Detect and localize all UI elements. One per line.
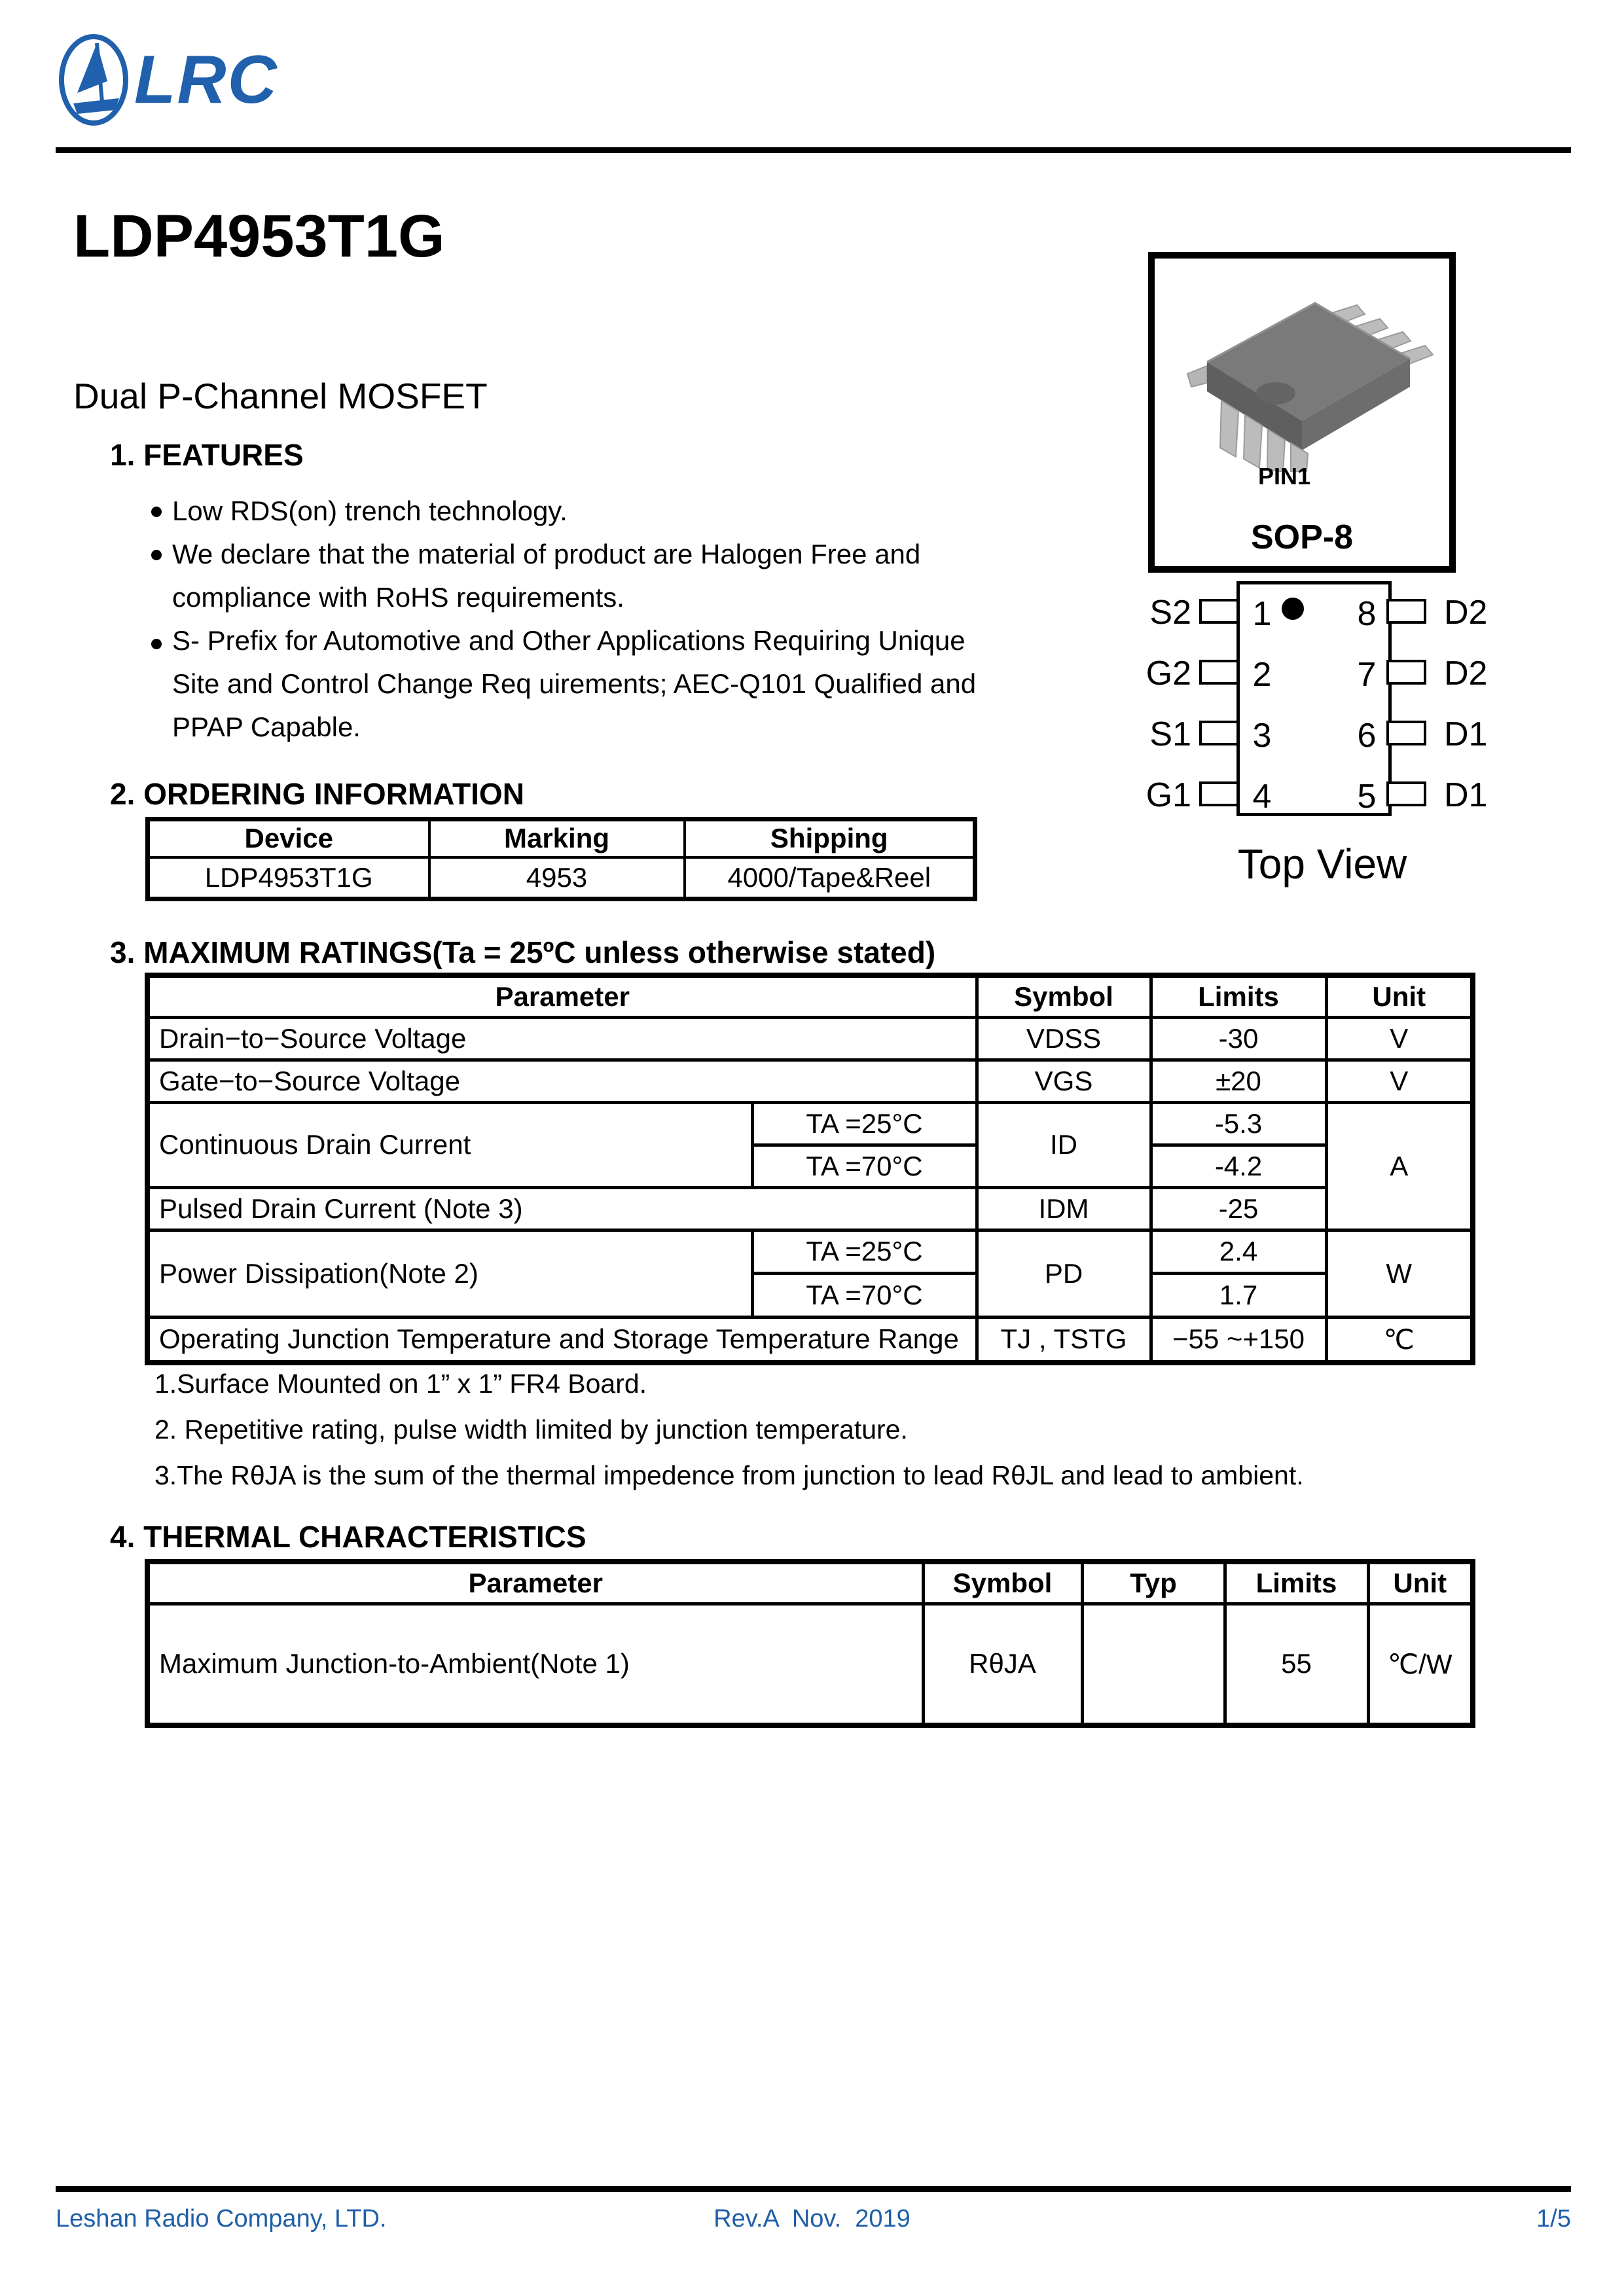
col-marking: Marking xyxy=(429,819,685,857)
note-1: 1.Surface Mounted on 1” x 1” FR4 Board. xyxy=(154,1369,647,1399)
table-row-rtheta xyxy=(147,1604,1473,1725)
pin-stub-4 xyxy=(1199,781,1239,806)
pin-number-3: 3 xyxy=(1252,717,1272,755)
vdss-limit: -30 xyxy=(1151,1017,1326,1060)
pin-stub-1 xyxy=(1199,599,1239,624)
vgs-symbol: VGS xyxy=(977,1060,1151,1102)
pin-number-7: 7 xyxy=(1357,656,1377,694)
bullet-icon xyxy=(151,550,162,560)
col-limits: Limits xyxy=(1225,1562,1368,1604)
features-heading: 1. FEATURES xyxy=(110,438,304,472)
rtheta-symbol: RθJA xyxy=(923,1604,1082,1725)
footer-page-number: 1/5 xyxy=(1536,2205,1571,2233)
col-typ: Typ xyxy=(1082,1562,1225,1604)
table-row-tj xyxy=(147,1317,1473,1363)
tj-symbol: TJ , TSTG xyxy=(977,1317,1151,1363)
package-outline-box xyxy=(1148,252,1456,573)
note-2: 2. Repetitive rating, pulse width limited by junction temperature. xyxy=(154,1414,908,1444)
pd-cond-70: TA =70°C xyxy=(752,1273,977,1317)
col-parameter: Parameter xyxy=(147,1562,923,1604)
package-name: SOP-8 xyxy=(1250,518,1354,556)
pin-number-8: 8 xyxy=(1357,595,1377,633)
table-header-row xyxy=(148,819,975,857)
note-3: 3.The RθJA is the sum of the thermal impedence from junction to lead RθJL and lead to ambient. xyxy=(154,1460,1304,1490)
table-row-id-25 xyxy=(147,1102,1473,1145)
feature-bullet-1 xyxy=(172,490,568,533)
max-ratings-heading: 3. MAXIMUM RATINGS(Ta = 25ºC unless otherwise stated) xyxy=(110,935,936,969)
pin-stub-7 xyxy=(1386,660,1426,685)
pin1-marker-label: PIN1 xyxy=(1258,463,1311,490)
pin-number-4: 4 xyxy=(1252,778,1272,816)
device-subtitle: Dual P-Channel MOSFET xyxy=(73,376,488,416)
pin-stub-6 xyxy=(1386,721,1426,745)
pin1-dot-icon xyxy=(1282,598,1304,620)
col-unit: Unit xyxy=(1326,975,1473,1017)
shipping-value: 4000/Tape&Reel xyxy=(685,857,975,899)
col-parameter: Parameter xyxy=(147,975,977,1017)
current-unit: A xyxy=(1326,1102,1473,1230)
bullet-icon xyxy=(151,639,162,649)
ordering-table xyxy=(145,817,977,901)
pin-label-d1b: D1 xyxy=(1444,776,1488,814)
vgs-parameter: Gate−to−Source Voltage xyxy=(147,1060,977,1102)
footer-company: Leshan Radio Company, LTD. xyxy=(56,2205,387,2233)
idm-parameter: Pulsed Drain Current (Note 3) xyxy=(147,1187,977,1230)
feature-text: Site and Control Change Req uirements; AEC-Q101 Qualified and xyxy=(172,668,977,699)
col-unit: Unit xyxy=(1368,1562,1473,1604)
logo-wordmark: LRC xyxy=(134,42,278,118)
pd-cond-25: TA =25°C xyxy=(752,1230,977,1273)
table-row-vgs xyxy=(147,1060,1473,1102)
col-symbol: Symbol xyxy=(977,975,1151,1017)
pin-label-d2a: D2 xyxy=(1444,594,1488,632)
marking-value: 4953 xyxy=(429,857,685,899)
pin-label-d1a: D1 xyxy=(1444,715,1488,753)
feature-text: PPAP Capable. xyxy=(172,711,361,742)
ordering-heading: 2. ORDERING INFORMATION xyxy=(110,777,524,811)
pin-label-g1: G1 xyxy=(1146,776,1191,814)
pd-limit-70: 1.7 xyxy=(1151,1273,1326,1317)
pin-stub-8 xyxy=(1386,599,1426,624)
header-divider xyxy=(56,147,1571,153)
pin-number-5: 5 xyxy=(1357,778,1377,816)
feature-bullet-3 xyxy=(172,619,976,749)
pin-label-s2: S2 xyxy=(1149,594,1191,632)
col-limits: Limits xyxy=(1151,975,1326,1017)
tj-limit: −55 ~+150 xyxy=(1151,1317,1326,1363)
footer-divider xyxy=(56,2186,1571,2192)
pin-label-g2: G2 xyxy=(1146,655,1191,692)
pin-label-d2b: D2 xyxy=(1444,655,1488,692)
idm-symbol: IDM xyxy=(977,1187,1151,1230)
thermal-table xyxy=(145,1559,1475,1728)
vgs-unit: V xyxy=(1326,1060,1473,1102)
rtheta-typ xyxy=(1082,1604,1225,1725)
id-parameter: Continuous Drain Current xyxy=(147,1102,752,1187)
pd-unit: W xyxy=(1326,1230,1473,1317)
table-row xyxy=(148,857,975,899)
pd-parameter: Power Dissipation(Note 2) xyxy=(147,1230,752,1317)
table-header-row xyxy=(147,975,1473,1017)
id-cond-70: TA =70°C xyxy=(752,1145,977,1187)
pin-number-6: 6 xyxy=(1357,717,1377,755)
page-title: LDP4953T1G xyxy=(73,203,445,270)
pd-limit-25: 2.4 xyxy=(1151,1230,1326,1273)
device-value: LDP4953T1G xyxy=(148,857,429,899)
pin-number-2: 2 xyxy=(1252,656,1272,694)
tj-parameter: Operating Junction Temperature and Storage Temperature Range xyxy=(147,1317,977,1363)
feature-text: compliance with RoHS requirements. xyxy=(172,582,624,613)
pin-stub-2 xyxy=(1199,660,1239,685)
pin-stub-5 xyxy=(1386,781,1426,806)
vdss-unit: V xyxy=(1326,1017,1473,1060)
pin-label-s1: S1 xyxy=(1149,715,1191,753)
id-symbol: ID xyxy=(977,1102,1151,1187)
vdss-parameter: Drain−to−Source Voltage xyxy=(147,1017,977,1060)
table-row-idm xyxy=(147,1187,1473,1230)
feature-text: We declare that the material of product are Halogen Free and xyxy=(172,539,921,569)
pin-number-1: 1 xyxy=(1252,595,1272,633)
col-device: Device xyxy=(148,819,429,857)
table-row-vdss xyxy=(147,1017,1473,1060)
feature-bullet-2 xyxy=(172,533,920,619)
bullet-icon xyxy=(151,507,162,517)
feature-text: Low RDS(on) trench technology. xyxy=(172,495,568,526)
rtheta-limits: 55 xyxy=(1225,1604,1368,1725)
table-header-row xyxy=(147,1562,1473,1604)
feature-text: S- Prefix for Automotive and Other Applications Requiring Unique xyxy=(172,625,965,656)
pinout-caption: Top View xyxy=(1237,840,1407,888)
lrc-logo-icon xyxy=(58,33,130,128)
id-cond-25: TA =25°C xyxy=(752,1102,977,1145)
vgs-limit: ±20 xyxy=(1151,1060,1326,1102)
footer-revision: Rev.A Nov. 2019 xyxy=(713,2205,911,2233)
col-shipping: Shipping xyxy=(685,819,975,857)
col-symbol: Symbol xyxy=(923,1562,1082,1604)
pin-stub-3 xyxy=(1199,721,1239,745)
table-row-pd-25 xyxy=(147,1230,1473,1273)
idm-limit: -25 xyxy=(1151,1187,1326,1230)
thermal-heading: 4. THERMAL CHARACTERISTICS xyxy=(110,1520,586,1554)
pd-symbol: PD xyxy=(977,1230,1151,1317)
max-ratings-table xyxy=(145,973,1475,1365)
rtheta-unit: ℃/W xyxy=(1368,1604,1473,1725)
id-limit-25: -5.3 xyxy=(1151,1102,1326,1145)
rtheta-parameter: Maximum Junction-to-Ambient(Note 1) xyxy=(147,1604,923,1725)
vdss-symbol: VDSS xyxy=(977,1017,1151,1060)
tj-unit: ℃ xyxy=(1326,1317,1473,1363)
id-limit-70: -4.2 xyxy=(1151,1145,1326,1187)
sop8-package-icon xyxy=(1155,264,1449,472)
